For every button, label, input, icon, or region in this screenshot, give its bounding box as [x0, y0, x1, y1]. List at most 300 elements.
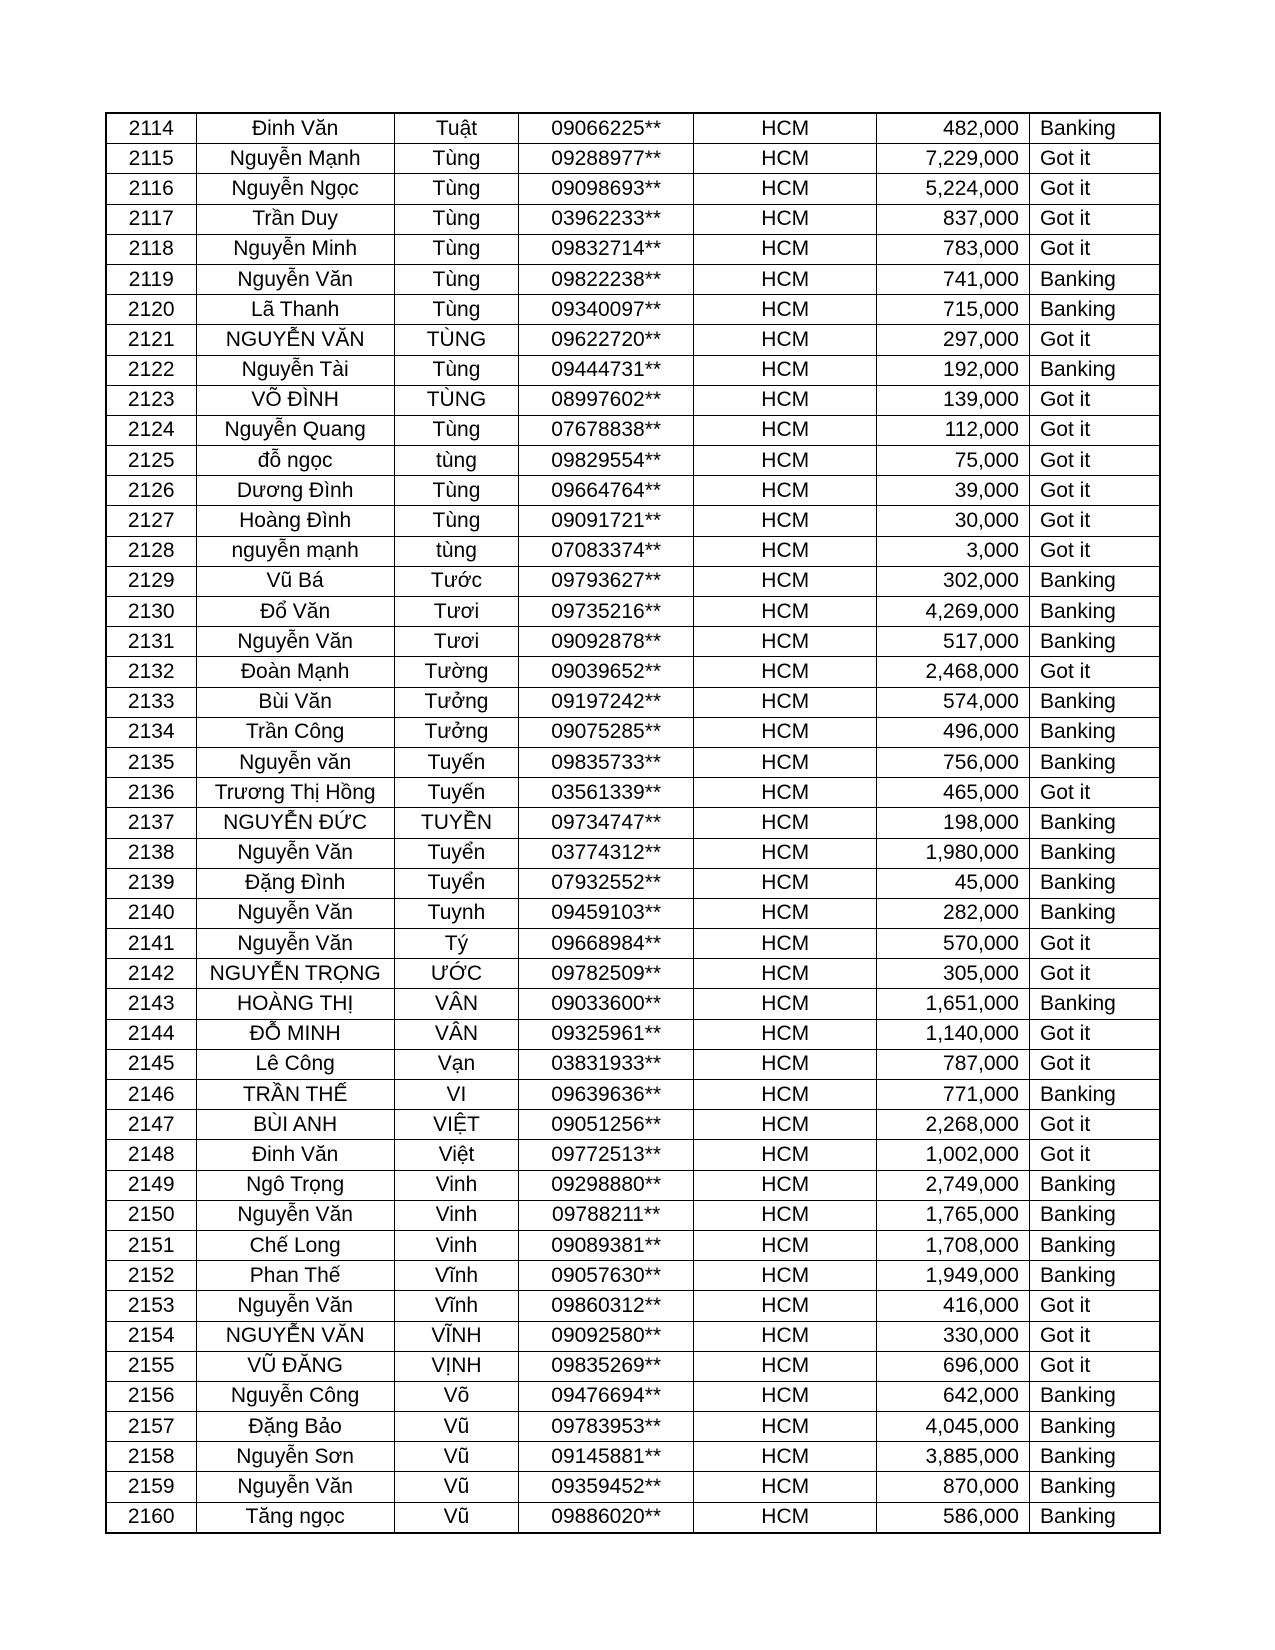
amount-cell: 416,000: [877, 1291, 1030, 1321]
payment-method-cell: Got it: [1029, 144, 1160, 174]
phone-number-cell: 09793627**: [519, 566, 694, 596]
winners-table: [105, 112, 1161, 1534]
row-number-cell: 2156: [106, 1381, 196, 1411]
row-number-cell: 2126: [106, 476, 196, 506]
payment-method-cell: Got it: [1029, 1321, 1160, 1351]
phone-number-cell: 07932552**: [519, 868, 694, 898]
row-number-cell: 2120: [106, 295, 196, 325]
city-cell: HCM: [694, 1442, 877, 1472]
payment-method-cell: Got it: [1029, 959, 1160, 989]
row-number-cell: 2158: [106, 1442, 196, 1472]
amount-cell: 2,468,000: [877, 657, 1030, 687]
given-name-cell: Vũ: [394, 1472, 518, 1502]
table-row: [106, 325, 1160, 355]
given-name-cell: VÂN: [394, 989, 518, 1019]
phone-number-cell: 09098693**: [519, 174, 694, 204]
phone-number-cell: 03962233**: [519, 204, 694, 234]
given-name-cell: Tùng: [394, 415, 518, 445]
city-cell: HCM: [694, 355, 877, 385]
amount-cell: 715,000: [877, 295, 1030, 325]
given-name-cell: Tùng: [394, 144, 518, 174]
amount-cell: 496,000: [877, 717, 1030, 747]
row-number-cell: 2136: [106, 778, 196, 808]
row-number-cell: 2150: [106, 1200, 196, 1230]
surname-middle-name-cell: BÙI ANH: [196, 1110, 394, 1140]
row-number-cell: 2144: [106, 1019, 196, 1049]
table-row: [106, 1170, 1160, 1200]
city-cell: HCM: [694, 566, 877, 596]
payment-method-cell: Got it: [1029, 778, 1160, 808]
amount-cell: 465,000: [877, 778, 1030, 808]
amount-cell: 297,000: [877, 325, 1030, 355]
phone-number-cell: 09735216**: [519, 597, 694, 627]
row-number-cell: 2137: [106, 808, 196, 838]
table-row: [106, 868, 1160, 898]
surname-middle-name-cell: Chế Long: [196, 1230, 394, 1260]
amount-cell: 741,000: [877, 264, 1030, 294]
amount-cell: 75,000: [877, 446, 1030, 476]
city-cell: HCM: [694, 1200, 877, 1230]
table-row: [106, 476, 1160, 506]
city-cell: HCM: [694, 627, 877, 657]
row-number-cell: 2152: [106, 1261, 196, 1291]
surname-middle-name-cell: Nguyễn Văn: [196, 929, 394, 959]
phone-number-cell: 03561339**: [519, 778, 694, 808]
payment-method-cell: Got it: [1029, 476, 1160, 506]
amount-cell: 1,765,000: [877, 1200, 1030, 1230]
table-row: [106, 1351, 1160, 1381]
phone-number-cell: 09829554**: [519, 446, 694, 476]
city-cell: HCM: [694, 144, 877, 174]
city-cell: HCM: [694, 1351, 877, 1381]
payment-method-cell: Banking: [1029, 1442, 1160, 1472]
phone-number-cell: 09639636**: [519, 1080, 694, 1110]
row-number-cell: 2122: [106, 355, 196, 385]
city-cell: HCM: [694, 1049, 877, 1079]
surname-middle-name-cell: đỗ ngọc: [196, 446, 394, 476]
given-name-cell: Tuyển: [394, 868, 518, 898]
phone-number-cell: 09057630**: [519, 1261, 694, 1291]
payment-method-cell: Got it: [1029, 446, 1160, 476]
surname-middle-name-cell: NGUYỄN VĂN: [196, 1321, 394, 1351]
payment-method-cell: Got it: [1029, 415, 1160, 445]
row-number-cell: 2124: [106, 415, 196, 445]
given-name-cell: Tùng: [394, 174, 518, 204]
row-number-cell: 2153: [106, 1291, 196, 1321]
surname-middle-name-cell: Trương Thị Hồng: [196, 778, 394, 808]
row-number-cell: 2159: [106, 1472, 196, 1502]
surname-middle-name-cell: Hoàng Đình: [196, 506, 394, 536]
row-number-cell: 2151: [106, 1230, 196, 1260]
city-cell: HCM: [694, 536, 877, 566]
amount-cell: 4,045,000: [877, 1412, 1030, 1442]
given-name-cell: Tùng: [394, 204, 518, 234]
table-row: [106, 778, 1160, 808]
surname-middle-name-cell: Lã Thanh: [196, 295, 394, 325]
row-number-cell: 2117: [106, 204, 196, 234]
phone-number-cell: 09298880**: [519, 1170, 694, 1200]
row-number-cell: 2147: [106, 1110, 196, 1140]
payment-method-cell: Banking: [1029, 808, 1160, 838]
table-row: [106, 204, 1160, 234]
row-number-cell: 2121: [106, 325, 196, 355]
given-name-cell: Tuật: [394, 113, 518, 144]
phone-number-cell: 09325961**: [519, 1019, 694, 1049]
phone-number-cell: 09772513**: [519, 1140, 694, 1170]
given-name-cell: Tuyển: [394, 838, 518, 868]
phone-number-cell: 09622720**: [519, 325, 694, 355]
given-name-cell: Tuyến: [394, 778, 518, 808]
surname-middle-name-cell: ĐỖ MINH: [196, 1019, 394, 1049]
table-row: [106, 597, 1160, 627]
row-number-cell: 2119: [106, 264, 196, 294]
table-row: [106, 627, 1160, 657]
surname-middle-name-cell: Trần Duy: [196, 204, 394, 234]
payment-method-cell: Got it: [1029, 1110, 1160, 1140]
payment-method-cell: Got it: [1029, 506, 1160, 536]
amount-cell: 570,000: [877, 929, 1030, 959]
surname-middle-name-cell: Phan Thế: [196, 1261, 394, 1291]
given-name-cell: tùng: [394, 536, 518, 566]
phone-number-cell: 07678838**: [519, 415, 694, 445]
amount-cell: 1,651,000: [877, 989, 1030, 1019]
amount-cell: 2,749,000: [877, 1170, 1030, 1200]
given-name-cell: VI: [394, 1080, 518, 1110]
city-cell: HCM: [694, 1140, 877, 1170]
table-row: [106, 1381, 1160, 1411]
amount-cell: 139,000: [877, 385, 1030, 415]
amount-cell: 1,002,000: [877, 1140, 1030, 1170]
city-cell: HCM: [694, 929, 877, 959]
given-name-cell: VỊNH: [394, 1351, 518, 1381]
table-row: [106, 295, 1160, 325]
table-body: [106, 113, 1160, 1533]
phone-number-cell: 03774312**: [519, 838, 694, 868]
given-name-cell: Tường: [394, 657, 518, 687]
phone-number-cell: 09860312**: [519, 1291, 694, 1321]
phone-number-cell: 09444731**: [519, 355, 694, 385]
amount-cell: 112,000: [877, 415, 1030, 445]
city-cell: HCM: [694, 838, 877, 868]
amount-cell: 45,000: [877, 868, 1030, 898]
given-name-cell: ƯỚC: [394, 959, 518, 989]
given-name-cell: Tuynh: [394, 898, 518, 928]
amount-cell: 771,000: [877, 1080, 1030, 1110]
surname-middle-name-cell: Vũ Bá: [196, 566, 394, 596]
city-cell: HCM: [694, 1502, 877, 1533]
payment-method-cell: Banking: [1029, 113, 1160, 144]
table-row: [106, 1261, 1160, 1291]
given-name-cell: Tưởng: [394, 687, 518, 717]
amount-cell: 1,708,000: [877, 1230, 1030, 1260]
given-name-cell: Tùng: [394, 506, 518, 536]
payment-method-cell: Got it: [1029, 1019, 1160, 1049]
surname-middle-name-cell: Ngô Trọng: [196, 1170, 394, 1200]
given-name-cell: Vĩnh: [394, 1291, 518, 1321]
phone-number-cell: 09359452**: [519, 1472, 694, 1502]
phone-number-cell: 09476694**: [519, 1381, 694, 1411]
given-name-cell: Võ: [394, 1381, 518, 1411]
city-cell: HCM: [694, 415, 877, 445]
row-number-cell: 2145: [106, 1049, 196, 1079]
amount-cell: 30,000: [877, 506, 1030, 536]
payment-method-cell: Banking: [1029, 717, 1160, 747]
given-name-cell: tùng: [394, 446, 518, 476]
surname-middle-name-cell: TRẦN THẾ: [196, 1080, 394, 1110]
phone-number-cell: 09039652**: [519, 657, 694, 687]
city-cell: HCM: [694, 506, 877, 536]
phone-number-cell: 09075285**: [519, 717, 694, 747]
phone-number-cell: 09091721**: [519, 506, 694, 536]
row-number-cell: 2114: [106, 113, 196, 144]
amount-cell: 1,980,000: [877, 838, 1030, 868]
row-number-cell: 2132: [106, 657, 196, 687]
payment-method-cell: Banking: [1029, 627, 1160, 657]
table-row: [106, 536, 1160, 566]
given-name-cell: Vinh: [394, 1200, 518, 1230]
phone-number-cell: 09197242**: [519, 687, 694, 717]
phone-number-cell: 09832714**: [519, 234, 694, 264]
table-row: [106, 959, 1160, 989]
city-cell: HCM: [694, 687, 877, 717]
payment-method-cell: Got it: [1029, 1049, 1160, 1079]
phone-number-cell: 09668984**: [519, 929, 694, 959]
row-number-cell: 2154: [106, 1321, 196, 1351]
surname-middle-name-cell: Nguyễn Văn: [196, 627, 394, 657]
table-row: [106, 1412, 1160, 1442]
city-cell: HCM: [694, 1110, 877, 1140]
payment-method-cell: Banking: [1029, 898, 1160, 928]
payment-method-cell: Banking: [1029, 1200, 1160, 1230]
table-row: [106, 1230, 1160, 1260]
city-cell: HCM: [694, 1412, 877, 1442]
row-number-cell: 2129: [106, 566, 196, 596]
table-row: [106, 838, 1160, 868]
amount-cell: 5,224,000: [877, 174, 1030, 204]
table-row: [106, 566, 1160, 596]
payment-method-cell: Banking: [1029, 1261, 1160, 1291]
table-row: [106, 1321, 1160, 1351]
given-name-cell: Vạn: [394, 1049, 518, 1079]
phone-number-cell: 09089381**: [519, 1230, 694, 1260]
payment-method-cell: Banking: [1029, 1170, 1160, 1200]
row-number-cell: 2123: [106, 385, 196, 415]
payment-method-cell: Banking: [1029, 1502, 1160, 1533]
given-name-cell: Tùng: [394, 264, 518, 294]
payment-method-cell: Banking: [1029, 1080, 1160, 1110]
given-name-cell: TÙNG: [394, 385, 518, 415]
row-number-cell: 2141: [106, 929, 196, 959]
row-number-cell: 2143: [106, 989, 196, 1019]
amount-cell: 302,000: [877, 566, 1030, 596]
surname-middle-name-cell: Đặng Bảo: [196, 1412, 394, 1442]
city-cell: HCM: [694, 325, 877, 355]
table-row: [106, 174, 1160, 204]
city-cell: HCM: [694, 1381, 877, 1411]
payment-method-cell: Got it: [1029, 657, 1160, 687]
phone-number-cell: 09092580**: [519, 1321, 694, 1351]
city-cell: HCM: [694, 1080, 877, 1110]
given-name-cell: Vinh: [394, 1170, 518, 1200]
given-name-cell: Tưởng: [394, 717, 518, 747]
amount-cell: 3,885,000: [877, 1442, 1030, 1472]
table-row: [106, 1110, 1160, 1140]
table-row: [106, 1291, 1160, 1321]
given-name-cell: Vinh: [394, 1230, 518, 1260]
surname-middle-name-cell: Nguyễn Văn: [196, 1291, 394, 1321]
given-name-cell: VIỆT: [394, 1110, 518, 1140]
table-row: [106, 264, 1160, 294]
payment-method-cell: Banking: [1029, 566, 1160, 596]
payment-method-cell: Got it: [1029, 174, 1160, 204]
surname-middle-name-cell: Đặng Đình: [196, 868, 394, 898]
city-cell: HCM: [694, 747, 877, 777]
table-row: [106, 898, 1160, 928]
table-row: [106, 113, 1160, 144]
city-cell: HCM: [694, 1230, 877, 1260]
amount-cell: 870,000: [877, 1472, 1030, 1502]
city-cell: HCM: [694, 808, 877, 838]
surname-middle-name-cell: Dương Đình: [196, 476, 394, 506]
city-cell: HCM: [694, 657, 877, 687]
city-cell: HCM: [694, 264, 877, 294]
payment-method-cell: Banking: [1029, 1412, 1160, 1442]
amount-cell: 282,000: [877, 898, 1030, 928]
table-row: [106, 1502, 1160, 1533]
amount-cell: 7,229,000: [877, 144, 1030, 174]
row-number-cell: 2157: [106, 1412, 196, 1442]
surname-middle-name-cell: Tăng ngọc: [196, 1502, 394, 1533]
city-cell: HCM: [694, 385, 877, 415]
city-cell: HCM: [694, 959, 877, 989]
surname-middle-name-cell: NGUYỄN VĂN: [196, 325, 394, 355]
surname-middle-name-cell: Nguyễn Quang: [196, 415, 394, 445]
payment-method-cell: Banking: [1029, 868, 1160, 898]
surname-middle-name-cell: Đoàn Mạnh: [196, 657, 394, 687]
phone-number-cell: 09066225**: [519, 113, 694, 144]
payment-method-cell: Got it: [1029, 385, 1160, 415]
city-cell: HCM: [694, 295, 877, 325]
city-cell: HCM: [694, 113, 877, 144]
surname-middle-name-cell: NGUYỄN ĐỨC: [196, 808, 394, 838]
surname-middle-name-cell: Đinh Văn: [196, 113, 394, 144]
surname-middle-name-cell: HOÀNG THỊ: [196, 989, 394, 1019]
payment-method-cell: Got it: [1029, 325, 1160, 355]
phone-number-cell: 09664764**: [519, 476, 694, 506]
row-number-cell: 2130: [106, 597, 196, 627]
amount-cell: 783,000: [877, 234, 1030, 264]
surname-middle-name-cell: VÕ ĐÌNH: [196, 385, 394, 415]
table-row: [106, 808, 1160, 838]
table-row: [106, 717, 1160, 747]
surname-middle-name-cell: Bùi Văn: [196, 687, 394, 717]
city-cell: HCM: [694, 717, 877, 747]
amount-cell: 3,000: [877, 536, 1030, 566]
payment-method-cell: Got it: [1029, 929, 1160, 959]
phone-number-cell: 09783953**: [519, 1412, 694, 1442]
amount-cell: 642,000: [877, 1381, 1030, 1411]
city-cell: HCM: [694, 1321, 877, 1351]
surname-middle-name-cell: Nguyễn Văn: [196, 898, 394, 928]
surname-middle-name-cell: Trần Công: [196, 717, 394, 747]
payment-method-cell: Got it: [1029, 1140, 1160, 1170]
row-number-cell: 2160: [106, 1502, 196, 1533]
amount-cell: 192,000: [877, 355, 1030, 385]
table-row: [106, 415, 1160, 445]
surname-middle-name-cell: Lê Công: [196, 1049, 394, 1079]
table-row: [106, 385, 1160, 415]
row-number-cell: 2146: [106, 1080, 196, 1110]
table-row: [106, 1472, 1160, 1502]
amount-cell: 305,000: [877, 959, 1030, 989]
amount-cell: 2,268,000: [877, 1110, 1030, 1140]
table-row: [106, 1140, 1160, 1170]
row-number-cell: 2127: [106, 506, 196, 536]
amount-cell: 574,000: [877, 687, 1030, 717]
phone-number-cell: 09782509**: [519, 959, 694, 989]
table-row: [106, 657, 1160, 687]
given-name-cell: Tùng: [394, 476, 518, 506]
table-row: [106, 1200, 1160, 1230]
amount-cell: 517,000: [877, 627, 1030, 657]
payment-method-cell: Banking: [1029, 687, 1160, 717]
table-row: [106, 144, 1160, 174]
amount-cell: 837,000: [877, 204, 1030, 234]
row-number-cell: 2155: [106, 1351, 196, 1381]
surname-middle-name-cell: Nguyễn Văn: [196, 838, 394, 868]
given-name-cell: Tước: [394, 566, 518, 596]
city-cell: HCM: [694, 1261, 877, 1291]
phone-number-cell: 09051256**: [519, 1110, 694, 1140]
amount-cell: 787,000: [877, 1049, 1030, 1079]
given-name-cell: Vũ: [394, 1442, 518, 1472]
phone-number-cell: 09459103**: [519, 898, 694, 928]
surname-middle-name-cell: Đổ Văn: [196, 597, 394, 627]
table-row: [106, 234, 1160, 264]
city-cell: HCM: [694, 1170, 877, 1200]
payment-method-cell: Banking: [1029, 1381, 1160, 1411]
phone-number-cell: 09835733**: [519, 747, 694, 777]
city-cell: HCM: [694, 778, 877, 808]
amount-cell: 39,000: [877, 476, 1030, 506]
given-name-cell: Tý: [394, 929, 518, 959]
amount-cell: 696,000: [877, 1351, 1030, 1381]
city-cell: HCM: [694, 234, 877, 264]
city-cell: HCM: [694, 989, 877, 1019]
phone-number-cell: 09288977**: [519, 144, 694, 174]
given-name-cell: TUYỀN: [394, 808, 518, 838]
table-row: [106, 1019, 1160, 1049]
payment-method-cell: Banking: [1029, 989, 1160, 1019]
row-number-cell: 2133: [106, 687, 196, 717]
surname-middle-name-cell: Nguyễn Tài: [196, 355, 394, 385]
city-cell: HCM: [694, 204, 877, 234]
surname-middle-name-cell: Nguyễn Công: [196, 1381, 394, 1411]
table-row: [106, 355, 1160, 385]
city-cell: HCM: [694, 476, 877, 506]
amount-cell: 586,000: [877, 1502, 1030, 1533]
phone-number-cell: 09092878**: [519, 627, 694, 657]
payment-method-cell: Got it: [1029, 1351, 1160, 1381]
given-name-cell: Vũ: [394, 1502, 518, 1533]
table-row: [106, 989, 1160, 1019]
surname-middle-name-cell: VŨ ĐĂNG: [196, 1351, 394, 1381]
row-number-cell: 2115: [106, 144, 196, 174]
payment-method-cell: Got it: [1029, 234, 1160, 264]
payment-method-cell: Banking: [1029, 355, 1160, 385]
row-number-cell: 2140: [106, 898, 196, 928]
amount-cell: 1,140,000: [877, 1019, 1030, 1049]
